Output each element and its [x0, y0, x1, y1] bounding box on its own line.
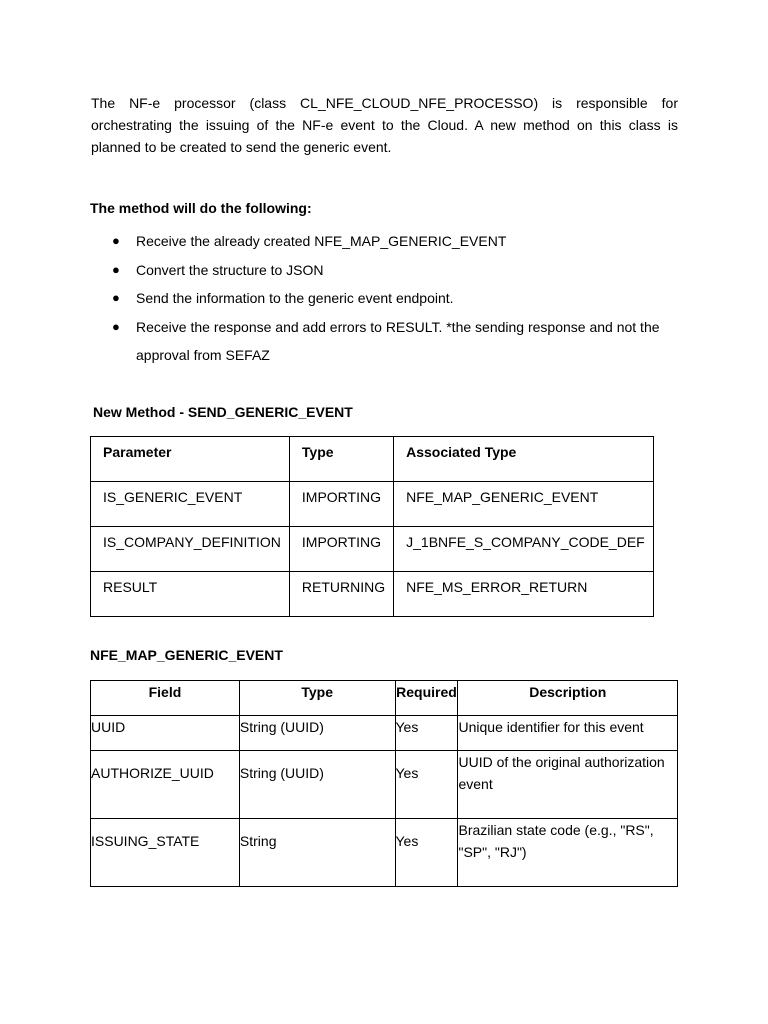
bullet-icon: ●: [112, 290, 120, 305]
header-parameter: Parameter: [91, 437, 290, 482]
bullet-icon: ●: [112, 233, 120, 248]
header-required: Required: [395, 681, 458, 716]
table-row: [91, 527, 654, 572]
table-cell: IMPORTING: [289, 527, 393, 572]
header-description: Description: [458, 681, 678, 716]
table-cell: RETURNING: [289, 572, 393, 617]
table-cell: AUTHORIZE_UUID: [91, 751, 240, 819]
fields-table: [90, 680, 678, 887]
parameters-table: [90, 436, 654, 617]
list-item: [90, 284, 690, 313]
table-cell: UUID: [91, 716, 240, 751]
table-header-row: [91, 681, 678, 716]
header-type: Type: [239, 681, 395, 716]
table-cell: String (UUID): [239, 716, 395, 751]
list-item: [90, 313, 690, 370]
list-item-text: Receive the response and add errors to RESULT. *the sending response and not the approval from SEFAZ: [136, 318, 660, 363]
method-steps-heading: The method will do the following:: [90, 200, 312, 216]
table-header-row: [91, 437, 654, 482]
list-item: [90, 256, 690, 285]
intro-paragraph: The NF-e processor (class CL_NFE_CLOUD_NFE_PROCESSO) is responsible for orchestrating the issuing of the NF-e event to the Cloud. A new method on this class is planned to be created to send the generic event.: [91, 95, 678, 155]
table-cell: Yes: [395, 716, 458, 751]
table-cell: IS_GENERIC_EVENT: [91, 482, 290, 527]
table-cell: NFE_MS_ERROR_RETURN: [394, 572, 654, 617]
table-cell: String (UUID): [239, 751, 395, 819]
method-steps-list: [90, 227, 690, 370]
table-row: [91, 482, 654, 527]
table-cell: RESULT: [91, 572, 290, 617]
new-method-heading: New Method - SEND_GENERIC_EVENT: [93, 404, 353, 420]
table-cell: String: [239, 819, 395, 887]
header-type: Type: [289, 437, 393, 482]
table-row: [91, 572, 654, 617]
table-row: [91, 716, 678, 751]
table-cell: Unique identifier for this event: [458, 716, 678, 751]
table-cell: ISSUING_STATE: [91, 819, 240, 887]
list-item-text: Send the information to the generic event endpoint.: [136, 290, 454, 306]
table-cell: Yes: [395, 751, 458, 819]
table-cell: IMPORTING: [289, 482, 393, 527]
header-associated-type: Associated Type: [394, 437, 654, 482]
list-item: [90, 227, 690, 256]
header-field: Field: [91, 681, 240, 716]
table-cell: Brazilian state code (e.g., "RS", "SP", "RJ"): [458, 819, 678, 887]
structure-heading: NFE_MAP_GENERIC_EVENT: [90, 647, 283, 663]
table-cell: NFE_MAP_GENERIC_EVENT: [394, 482, 654, 527]
bullet-icon: ●: [112, 261, 120, 277]
list-item-text: Convert the structure to JSON: [136, 261, 324, 278]
table-cell: IS_COMPANY_DEFINITION: [91, 527, 290, 572]
table-cell: J_1BNFE_S_COMPANY_CODE_DEF: [394, 527, 654, 572]
table-cell: UUID of the original authorization event: [458, 751, 678, 819]
table-row: [91, 819, 678, 887]
list-item-text: Receive the already created NFE_MAP_GENERIC_EVENT: [136, 233, 507, 249]
table-cell: Yes: [395, 819, 458, 887]
bullet-icon: ●: [112, 318, 120, 334]
table-row: [91, 751, 678, 819]
